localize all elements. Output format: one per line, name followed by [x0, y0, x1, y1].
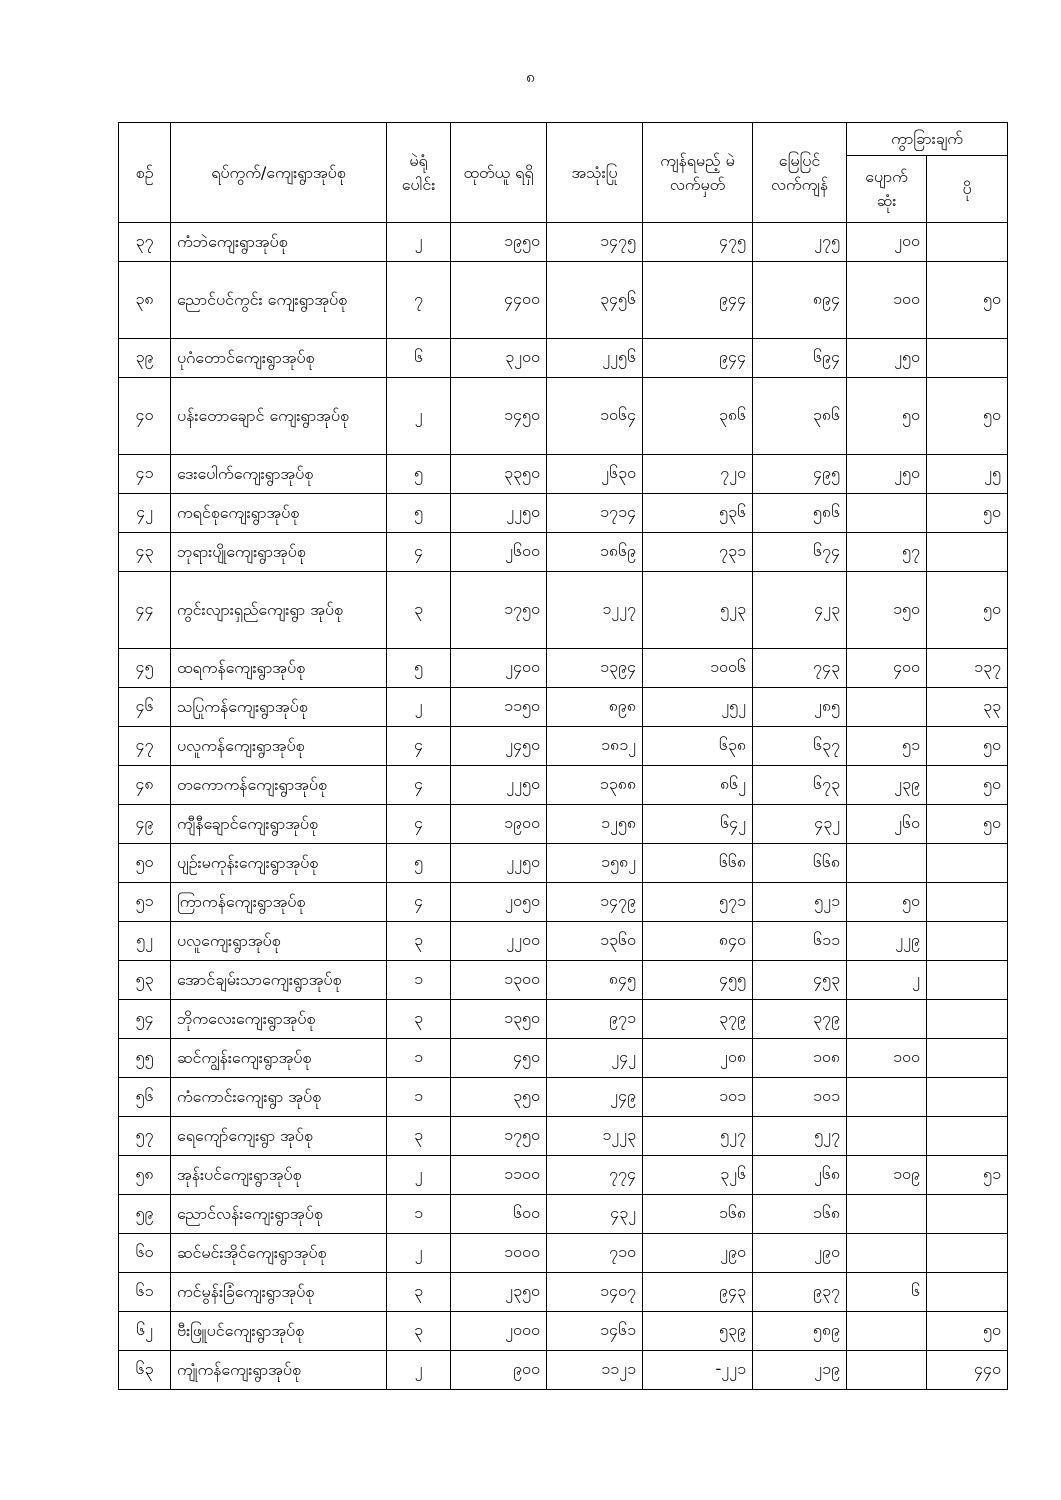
row-expected-remaining: ၅၃၆: [643, 494, 753, 533]
row-used: ၁၄၀၇: [547, 1273, 643, 1312]
row-missing: ၅၁: [847, 727, 927, 766]
row-missing: ၂: [847, 961, 927, 1000]
row-stations: ၅: [387, 455, 451, 494]
row-received: ၁၉၀၀: [451, 805, 547, 844]
row-expected-remaining: ၁၆၈: [643, 1195, 753, 1234]
header-row: [119, 123, 1008, 156]
table-row: [119, 1078, 1008, 1117]
row-expected-remaining: ၆၃၈: [643, 727, 753, 766]
row-excess: ၅၀: [927, 572, 1008, 649]
row-serial: ၅၉: [119, 1195, 171, 1234]
row-serial: ၄၂: [119, 494, 171, 533]
row-received: ၄၄၀၀: [451, 262, 547, 339]
row-expected-remaining: ၅၂၇: [643, 1117, 753, 1156]
row-serial: ၄၇: [119, 727, 171, 766]
row-used: ၉၇၁: [547, 1000, 643, 1039]
row-stations: ၂: [387, 1156, 451, 1195]
row-serial: ၄၅: [119, 649, 171, 688]
row-excess: ၄၄၀: [927, 1351, 1008, 1390]
row-expected-remaining: ၃၈၆: [643, 378, 753, 455]
row-serial: ၄၉: [119, 805, 171, 844]
row-expected-remaining: ၅၇၁: [643, 883, 753, 922]
row-serial: ၄၃: [119, 533, 171, 572]
row-actual-remaining: ၄၉၅: [753, 455, 847, 494]
row-stations: ၁: [387, 1039, 451, 1078]
row-excess: ၅၁: [927, 1156, 1008, 1195]
row-excess: [927, 1117, 1008, 1156]
row-name: ကြာကန်ကျေးရွာအုပ်စု: [171, 883, 387, 922]
row-stations: ၅: [387, 649, 451, 688]
table-row: [119, 494, 1008, 533]
row-used: ၁၀၆၄: [547, 378, 643, 455]
header-received: ထုတ်ယူ ရရှိ: [451, 123, 547, 223]
row-stations: ၃: [387, 572, 451, 649]
row-actual-remaining: ၆၁၁: [753, 922, 847, 961]
row-missing: ၂၂၉: [847, 922, 927, 961]
row-used: ၁၅၈၂: [547, 844, 643, 883]
row-actual-remaining: ၆၇၄: [753, 533, 847, 572]
row-stations: ၄: [387, 883, 451, 922]
row-used: ၇၇၄: [547, 1156, 643, 1195]
row-serial: ၅၇: [119, 1117, 171, 1156]
row-expected-remaining: ၈၄၀: [643, 922, 753, 961]
ballot-table: [118, 122, 1008, 1390]
row-actual-remaining: ၂၈၅: [753, 688, 847, 727]
row-used: ၁၂၂၇: [547, 572, 643, 649]
row-received: ၁၇၅၀: [451, 1117, 547, 1156]
row-excess: ၅၀: [927, 805, 1008, 844]
row-expected-remaining: ၃၂၆: [643, 1156, 753, 1195]
row-serial: ၃၉: [119, 339, 171, 378]
table-row: [119, 766, 1008, 805]
row-expected-remaining: ၂၉၀: [643, 1234, 753, 1273]
row-missing: [847, 1078, 927, 1117]
row-excess: [927, 1078, 1008, 1117]
row-missing: ၄၀၀: [847, 649, 927, 688]
row-serial: ၅၀: [119, 844, 171, 883]
row-excess: [927, 223, 1008, 262]
row-excess: ၅၀: [927, 727, 1008, 766]
row-name: ပန်းတောချောင် ကျေးရွာအုပ်စု: [171, 378, 387, 455]
row-missing: [847, 1000, 927, 1039]
row-name: အောင်ချမ်းသာကျေးရွာအုပ်စု: [171, 961, 387, 1000]
row-actual-remaining: ၂၉၀: [753, 1234, 847, 1273]
row-used: ၂၂၅၆: [547, 339, 643, 378]
table-row: [119, 1312, 1008, 1351]
row-used: ၁၃၈၈: [547, 766, 643, 805]
row-actual-remaining: ၂၆၈: [753, 1156, 847, 1195]
row-stations: ၄: [387, 533, 451, 572]
table-row: [119, 533, 1008, 572]
row-used: ၈၉၈: [547, 688, 643, 727]
row-name: ညောင်လန်းကျေးရွာအုပ်စု: [171, 1195, 387, 1234]
row-stations: ၂: [387, 223, 451, 262]
row-used: ၂၄၉: [547, 1078, 643, 1117]
row-actual-remaining: ၃၇၉: [753, 1000, 847, 1039]
row-expected-remaining: ၉၄၄: [643, 339, 753, 378]
row-actual-remaining: ၆၉၄: [753, 339, 847, 378]
row-name: ပလူကျေးရွာအုပ်စု: [171, 922, 387, 961]
row-received: ၁၁၅၀: [451, 688, 547, 727]
row-used: ၈၄၅: [547, 961, 643, 1000]
row-excess: [927, 1273, 1008, 1312]
row-received: ၂၂၅၀: [451, 766, 547, 805]
row-name: တကောကန်ကျေးရွာအုပ်စု: [171, 766, 387, 805]
row-stations: ၂: [387, 688, 451, 727]
row-missing: ၁၅၀: [847, 572, 927, 649]
table-row: [119, 961, 1008, 1000]
row-received: ၁၄၅၀: [451, 378, 547, 455]
row-serial: ၅၃: [119, 961, 171, 1000]
row-missing: [847, 844, 927, 883]
row-used: ၁၁၂၁: [547, 1351, 643, 1390]
row-stations: ၁: [387, 961, 451, 1000]
row-used: ၁၃၉၄: [547, 649, 643, 688]
row-received: ၃၃၅၀: [451, 455, 547, 494]
row-serial: ၄၈: [119, 766, 171, 805]
row-received: ၁၀၀၀: [451, 1234, 547, 1273]
row-received: ၂၀၀၀: [451, 1312, 547, 1351]
table-row: [119, 1195, 1008, 1234]
header-missing: ပျောက် ဆုံး: [847, 156, 927, 223]
row-used: ၁၂၂၃: [547, 1117, 643, 1156]
row-used: ၁၄၇၉: [547, 883, 643, 922]
row-name: ကျုံကန်ကျေးရွာအုပ်စု: [171, 1351, 387, 1390]
row-actual-remaining: ၄၂၃: [753, 572, 847, 649]
row-used: ၄၃၂: [547, 1195, 643, 1234]
row-stations: ၁: [387, 1195, 451, 1234]
table-row: [119, 1234, 1008, 1273]
row-serial: ၅၈: [119, 1156, 171, 1195]
header-stations: မဲရုံ ပေါင်း: [387, 123, 451, 223]
row-actual-remaining: ၂၇၅: [753, 223, 847, 262]
row-missing: [847, 1117, 927, 1156]
row-received: ၆၀၀: [451, 1195, 547, 1234]
row-missing: [847, 1234, 927, 1273]
row-name: ရေကျော်ကျေးရွာ အုပ်စု: [171, 1117, 387, 1156]
row-actual-remaining: ၆၃၇: [753, 727, 847, 766]
row-expected-remaining: ၃၇၉: [643, 1000, 753, 1039]
row-used: ၁၄၇၅: [547, 223, 643, 262]
row-missing: ၅၇: [847, 533, 927, 572]
row-stations: ၄: [387, 766, 451, 805]
table-row: [119, 572, 1008, 649]
row-received: ၂၆၀၀: [451, 533, 547, 572]
row-actual-remaining: ၁၀၈: [753, 1039, 847, 1078]
row-actual-remaining: ၁၀၁: [753, 1078, 847, 1117]
row-expected-remaining: ၈၆၂: [643, 766, 753, 805]
row-actual-remaining: ၈၉၄: [753, 262, 847, 339]
row-used: ၁၈၁၂: [547, 727, 643, 766]
row-received: ၂၂၅၀: [451, 844, 547, 883]
row-used: ၃၄၅၆: [547, 262, 643, 339]
row-received: ၂၂၅၀: [451, 494, 547, 533]
row-received: ၉၀၀: [451, 1351, 547, 1390]
row-name: ပျဉ်းမကုန်းကျေးရွာအုပ်စု: [171, 844, 387, 883]
row-used: ၁၄၆၁: [547, 1312, 643, 1351]
row-stations: ၆: [387, 339, 451, 378]
row-excess: [927, 1000, 1008, 1039]
header-excess: ပို: [927, 156, 1008, 223]
row-excess: ၅၀: [927, 262, 1008, 339]
row-received: ၂၄၅၀: [451, 727, 547, 766]
row-actual-remaining: ၆၆၈: [753, 844, 847, 883]
header-actual-remaining: မြေပြင် လက်ကျန်: [753, 123, 847, 223]
row-name: ဆင်ကျွန်းကျေးရွာအုပ်စု: [171, 1039, 387, 1078]
row-serial: ၆၂: [119, 1312, 171, 1351]
table-row: [119, 1351, 1008, 1390]
row-missing: ၆: [847, 1273, 927, 1312]
row-actual-remaining: ၁၆၈: [753, 1195, 847, 1234]
row-used: ၁၃၆၀: [547, 922, 643, 961]
row-stations: ၃: [387, 1312, 451, 1351]
row-missing: ၂၀၀: [847, 223, 927, 262]
row-missing: [847, 1195, 927, 1234]
row-used: ၂၄၂: [547, 1039, 643, 1078]
row-serial: ၅၁: [119, 883, 171, 922]
row-excess: [927, 883, 1008, 922]
row-actual-remaining: ၇၄၃: [753, 649, 847, 688]
row-actual-remaining: ၃၈၆: [753, 378, 847, 455]
row-excess: ၂၅: [927, 455, 1008, 494]
row-name: ပလူကန်ကျေးရွာအုပ်စု: [171, 727, 387, 766]
header-expected-remaining: ကျန်ရမည့် မဲလက်မှတ်: [643, 123, 753, 223]
row-received: ၁၃၀၀: [451, 961, 547, 1000]
row-missing: ၂၆၀: [847, 805, 927, 844]
table-row: [119, 922, 1008, 961]
row-excess: ၅၀: [927, 494, 1008, 533]
row-actual-remaining: ၉၃၇: [753, 1273, 847, 1312]
row-expected-remaining: ၄၇၅: [643, 223, 753, 262]
table-row: [119, 223, 1008, 262]
row-excess: ၅၀: [927, 1312, 1008, 1351]
table-row: [119, 1000, 1008, 1039]
row-actual-remaining: ၂၁၉: [753, 1351, 847, 1390]
row-received: ၃၂၀၀: [451, 339, 547, 378]
row-stations: ၄: [387, 727, 451, 766]
row-name: ကင်မွန်းခြံကျေးရွာအုပ်စု: [171, 1273, 387, 1312]
row-missing: ၅၀: [847, 378, 927, 455]
row-received: ၁၉၅၀: [451, 223, 547, 262]
row-actual-remaining: ၅၂၁: [753, 883, 847, 922]
row-stations: ၂: [387, 1351, 451, 1390]
table-row: [119, 688, 1008, 727]
row-received: ၁၇၅၀: [451, 572, 547, 649]
row-expected-remaining: ၆၆၈: [643, 844, 753, 883]
row-name: ညောင်ပင်ကွင်း ကျေးရွာအုပ်စု: [171, 262, 387, 339]
row-name: ဗီးဖြူပင်ကျေးရွာအုပ်စု: [171, 1312, 387, 1351]
row-name: ကျီနီချောင်ကျေးရွာအုပ်စု: [171, 805, 387, 844]
row-excess: ၃၃: [927, 688, 1008, 727]
row-serial: ၄၁: [119, 455, 171, 494]
row-missing: [847, 494, 927, 533]
row-name: ဘိုကလေးကျေးရွာအုပ်စု: [171, 1000, 387, 1039]
table-row: [119, 339, 1008, 378]
row-used: ၂၆၃၀: [547, 455, 643, 494]
row-stations: ၇: [387, 262, 451, 339]
row-excess: [927, 533, 1008, 572]
table-row: [119, 805, 1008, 844]
row-serial: ၅၆: [119, 1078, 171, 1117]
table-row: [119, 1273, 1008, 1312]
row-used: ၁၂၅၈: [547, 805, 643, 844]
table-row: [119, 1156, 1008, 1195]
row-missing: ၅၀: [847, 883, 927, 922]
table-row: [119, 727, 1008, 766]
row-expected-remaining: ၆၄၂: [643, 805, 753, 844]
row-stations: ၃: [387, 1117, 451, 1156]
row-name: ဒေးပေါက်ကျေးရွာအုပ်စု: [171, 455, 387, 494]
row-excess: [927, 844, 1008, 883]
row-excess: [927, 1234, 1008, 1273]
row-serial: ၅၂: [119, 922, 171, 961]
row-stations: ၁: [387, 1078, 451, 1117]
row-missing: ၂၅၀: [847, 455, 927, 494]
row-missing: ၁၀၉: [847, 1156, 927, 1195]
row-excess: [927, 1195, 1008, 1234]
row-used: ၁၇၁၄: [547, 494, 643, 533]
row-name: ဆင်မင်းအိုင်ကျေးရွာအုပ်စု: [171, 1234, 387, 1273]
row-received: ၂၀၅၀: [451, 883, 547, 922]
row-expected-remaining: ၉၄၃: [643, 1273, 753, 1312]
row-expected-remaining: ၇၂၀: [643, 455, 753, 494]
row-actual-remaining: ၄၅၃: [753, 961, 847, 1000]
row-used: ၇၁၀: [547, 1234, 643, 1273]
row-expected-remaining: ၅၃၉: [643, 1312, 753, 1351]
row-stations: ၂: [387, 378, 451, 455]
row-missing: [847, 688, 927, 727]
row-expected-remaining: -၂၂၁: [643, 1351, 753, 1390]
row-actual-remaining: ၅၈၆: [753, 494, 847, 533]
row-stations: ၃: [387, 1000, 451, 1039]
row-received: ၂၄၀၀: [451, 649, 547, 688]
row-serial: ၃၈: [119, 262, 171, 339]
row-expected-remaining: ၂၅၂: [643, 688, 753, 727]
row-name: ကံကောင်းကျေးရွာ အုပ်စု: [171, 1078, 387, 1117]
row-actual-remaining: ၆၇၃: [753, 766, 847, 805]
row-actual-remaining: ၅၂၇: [753, 1117, 847, 1156]
table-row: [119, 378, 1008, 455]
row-serial: ၅၅: [119, 1039, 171, 1078]
row-serial: ၄၀: [119, 378, 171, 455]
row-received: ၂၂၀၀: [451, 922, 547, 961]
row-serial: ၆၀: [119, 1234, 171, 1273]
row-missing: [847, 1351, 927, 1390]
row-missing: ၁၀၀: [847, 262, 927, 339]
row-name: ပုဂံတောင်ကျေးရွာအုပ်စု: [171, 339, 387, 378]
row-name: ထရကန်ကျေးရွာအုပ်စု: [171, 649, 387, 688]
row-serial: ၅၄: [119, 1000, 171, 1039]
row-excess: ၁၃၇: [927, 649, 1008, 688]
row-excess: [927, 961, 1008, 1000]
row-expected-remaining: ၄၅၅: [643, 961, 753, 1000]
row-used: ၁၈၆၉: [547, 533, 643, 572]
table-row: [119, 1039, 1008, 1078]
row-name: ကွင်းလျားရှည်ကျေးရွာ အုပ်စု: [171, 572, 387, 649]
row-expected-remaining: ၁၀၁: [643, 1078, 753, 1117]
row-missing: [847, 1312, 927, 1351]
row-serial: ၆၁: [119, 1273, 171, 1312]
row-serial: ၆၃: [119, 1351, 171, 1390]
page-number: ၈: [525, 67, 536, 86]
row-expected-remaining: ၉၄၄: [643, 262, 753, 339]
row-stations: ၃: [387, 922, 451, 961]
row-excess: [927, 922, 1008, 961]
table-body: [119, 223, 1008, 1390]
row-excess: ၅၀: [927, 766, 1008, 805]
table-row: [119, 262, 1008, 339]
header-serial: စဉ်: [119, 123, 171, 223]
row-received: ၃၅၀: [451, 1078, 547, 1117]
row-missing: ၂၃၉: [847, 766, 927, 805]
row-expected-remaining: ၅၂၃: [643, 572, 753, 649]
row-stations: ၅: [387, 844, 451, 883]
row-serial: ၄၆: [119, 688, 171, 727]
row-serial: ၄၄: [119, 572, 171, 649]
row-excess: ၅၀: [927, 378, 1008, 455]
row-received: ၄၅၀: [451, 1039, 547, 1078]
row-actual-remaining: ၄၃၂: [753, 805, 847, 844]
row-actual-remaining: ၅၈၉: [753, 1312, 847, 1351]
row-stations: ၂: [387, 1234, 451, 1273]
table-row: [119, 649, 1008, 688]
row-expected-remaining: ၂၀၈: [643, 1039, 753, 1078]
header-difference: ကွာခြားချက်: [847, 123, 1008, 156]
row-stations: ၅: [387, 494, 451, 533]
row-name: ဘုရားပျိုကျေးရွာအုပ်စု: [171, 533, 387, 572]
row-received: ၁၁၀၀: [451, 1156, 547, 1195]
row-serial: ၃၇: [119, 223, 171, 262]
row-stations: ၃: [387, 1273, 451, 1312]
table-row: [119, 883, 1008, 922]
table-row: [119, 455, 1008, 494]
row-name: အုန်းပင်ကျေးရွာအုပ်စု: [171, 1156, 387, 1195]
row-stations: ၄: [387, 805, 451, 844]
row-name: သပြုကန်ကျေးရွာအုပ်စု: [171, 688, 387, 727]
row-excess: [927, 1039, 1008, 1078]
header-used: အသုံးပြု: [547, 123, 643, 223]
row-received: ၂၃၅၀: [451, 1273, 547, 1312]
row-name: ကံဘဲကျေးရွာအုပ်စု: [171, 223, 387, 262]
header-name: ရပ်ကွက်/ကျေးရွာအုပ်စု: [171, 123, 387, 223]
row-missing: ၁၀၀: [847, 1039, 927, 1078]
row-expected-remaining: ၁၀၀၆: [643, 649, 753, 688]
row-expected-remaining: ၇၃၁: [643, 533, 753, 572]
row-name: ကရင်စုကျေးရွာအုပ်စု: [171, 494, 387, 533]
row-received: ၁၃၅၀: [451, 1000, 547, 1039]
table-row: [119, 844, 1008, 883]
row-excess: [927, 339, 1008, 378]
row-missing: ၂၅၀: [847, 339, 927, 378]
table-row: [119, 1117, 1008, 1156]
